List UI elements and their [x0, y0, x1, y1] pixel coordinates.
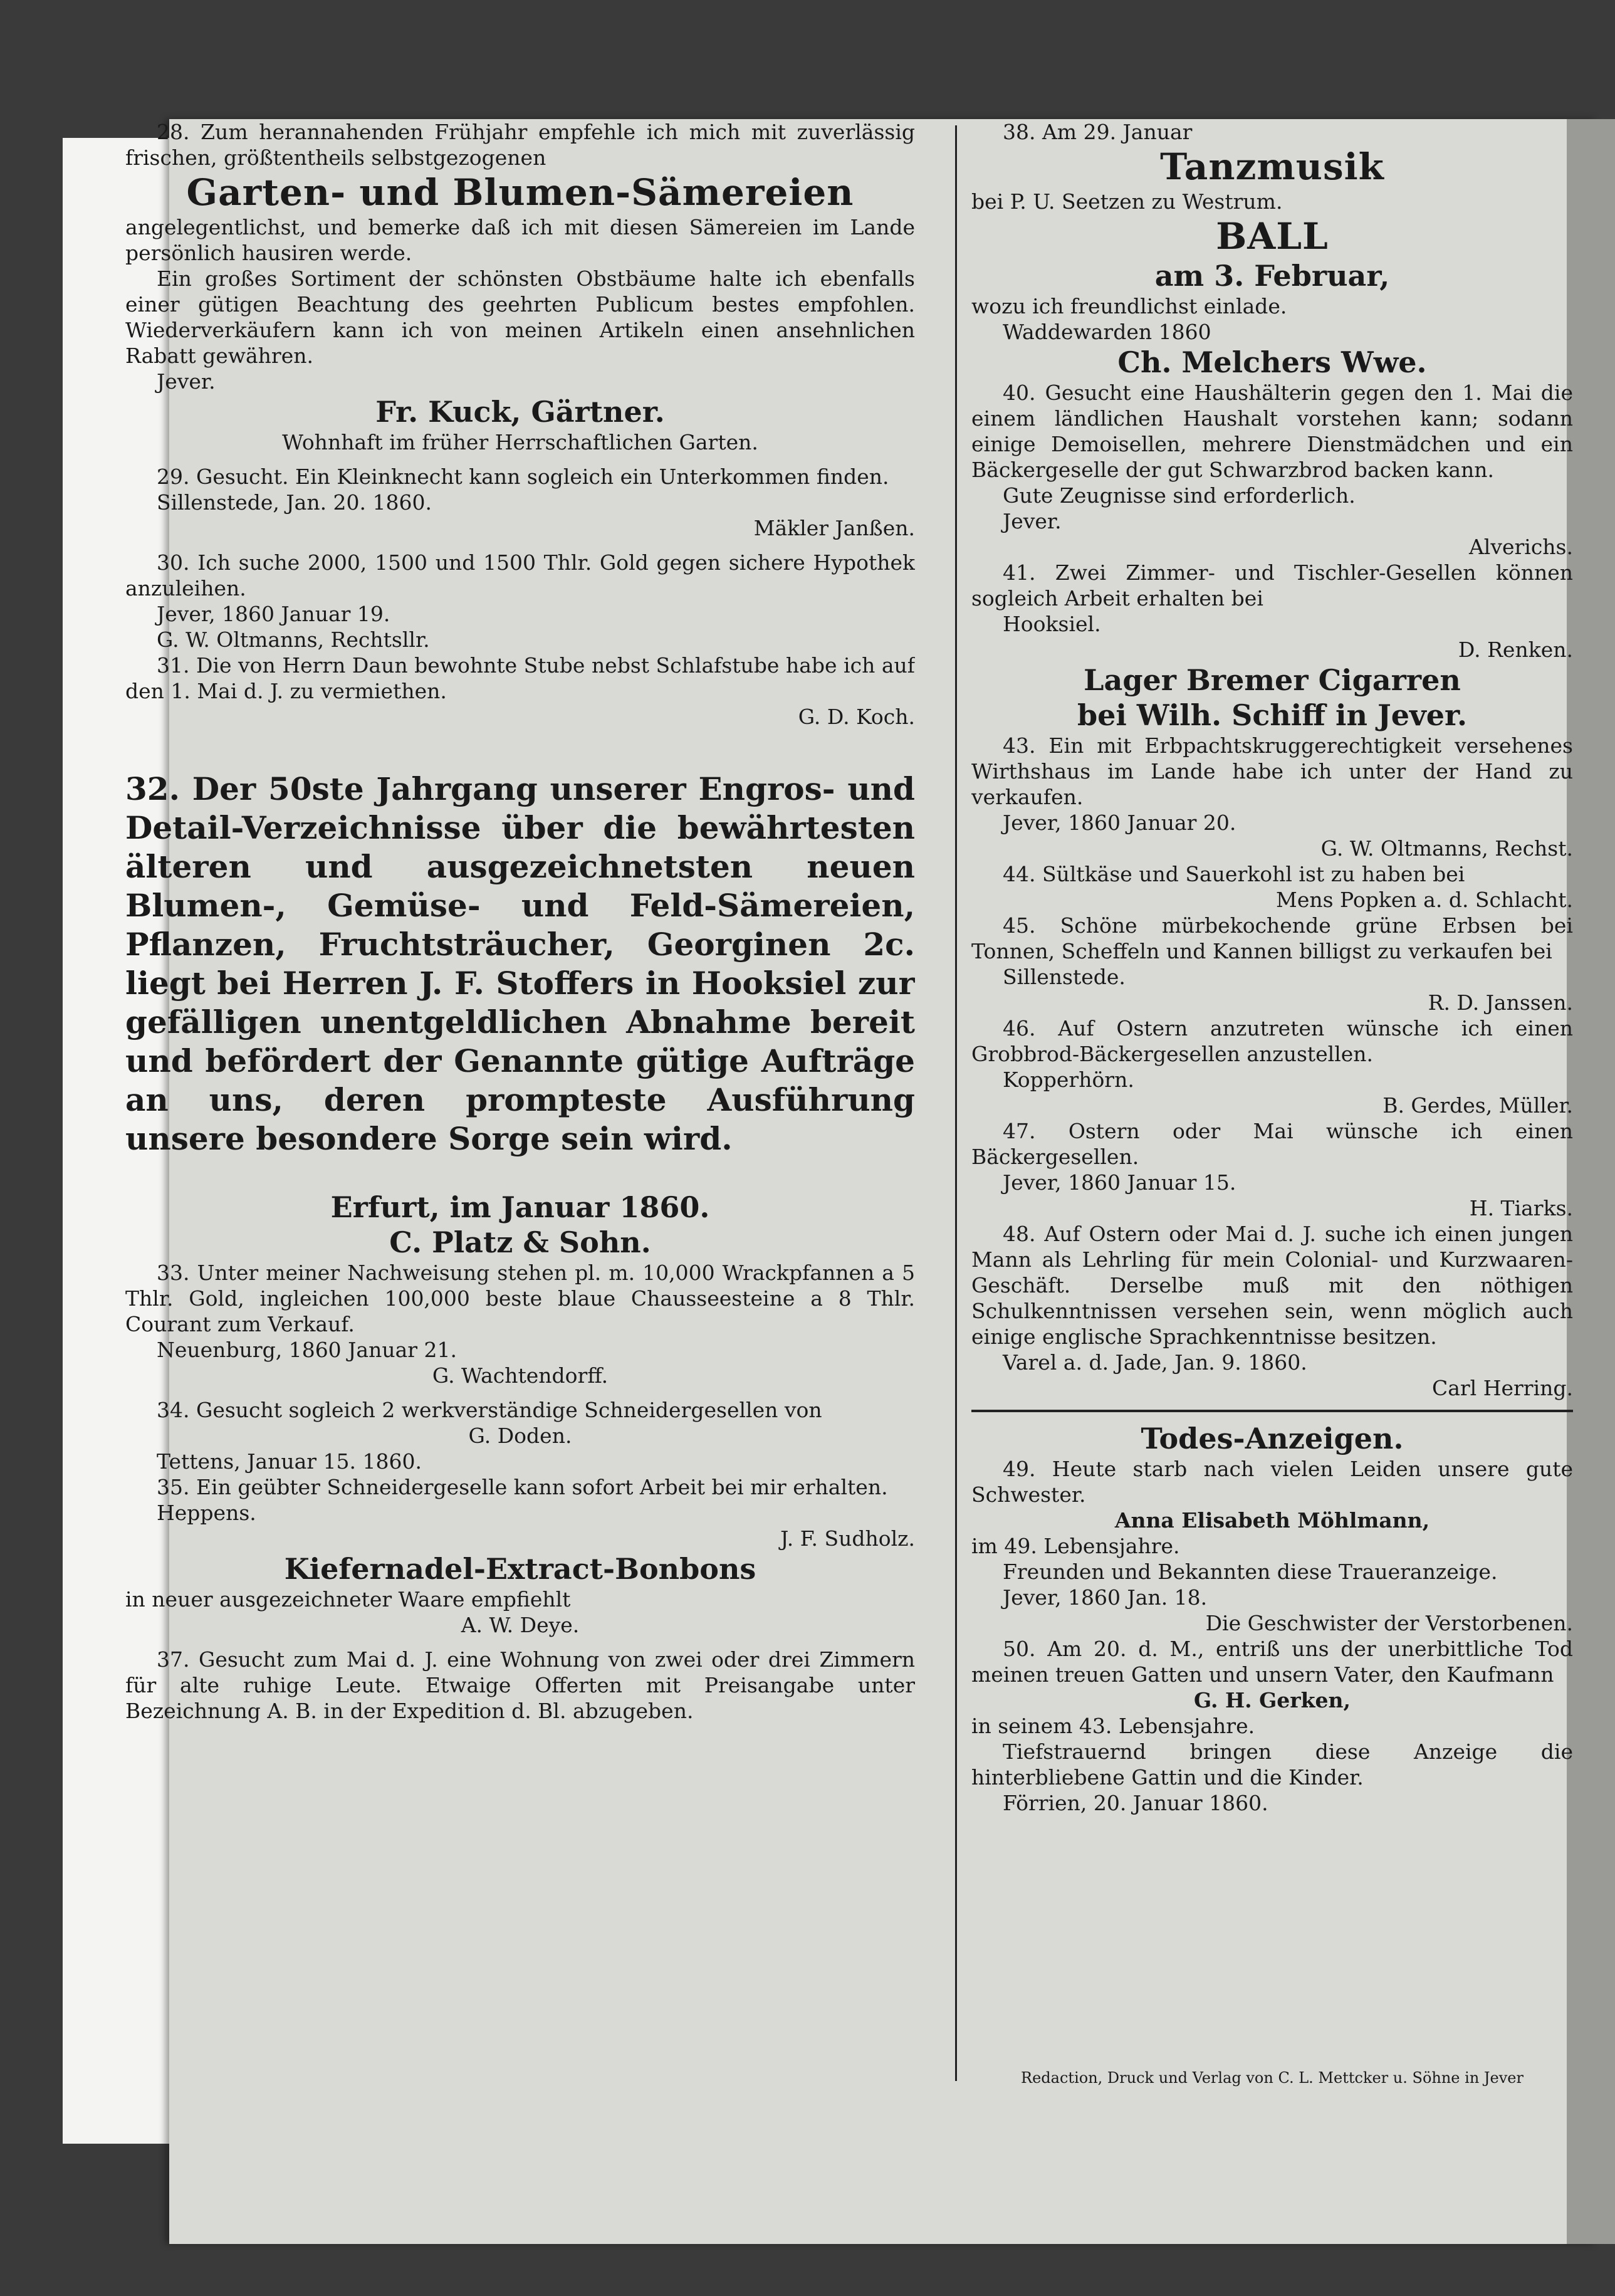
ad-32-date: Erfurt, im Januar 1860. [330, 1190, 710, 1224]
ad-30-text: 30. Ich suche 2000, 1500 und 1500 Thlr. Gold gegen sichere Hypothek anzuleihen. [125, 550, 915, 600]
ad-28-intro: 28. Zum herannahenden Frühjahr empfehle ich mich mit zuverlässig frischen, größtentheils selbstgezogenen [125, 120, 915, 170]
ad-38-host: bei P. U. Seetzen zu Westrum. [971, 189, 1283, 214]
ad-49-text: 49. Heute starb nach vielen Leiden unsere gute Schwester. [971, 1457, 1573, 1507]
ad-31-text: 31. Die von Herrn Daun bewohnte Stube nebst Schlafstube habe ich auf den 1. Mai d. J. zu vermiethen. [125, 653, 915, 703]
deaths-heading: Todes-Anzeigen. [1141, 1422, 1404, 1455]
ad-36-signature: A. W. Deye. [461, 1613, 580, 1637]
ad-48-signature: Carl Herring. [1431, 1376, 1573, 1400]
column-divider [955, 125, 957, 2081]
ad-35-place: Heppens. [157, 1501, 256, 1525]
ad-38-ball-date: am 3. Februar, [1154, 259, 1390, 293]
ad-28-address: Wohnhaft im früher Herrschaftlichen Garten. [282, 430, 758, 454]
ad-28-place: Jever. [157, 369, 216, 394]
ad-50-notice: Tiefstrauernd bringen diese Anzeige die hinterbliebene Gattin und die Kinder. [971, 1739, 1573, 1790]
ad-32-text: 32. Der 50ste Jahrgang unserer Engros- und Detail-Verzeichnisse über die bewährtesten älteren und ausgezeichnetsten neuen Blumen-, Gemüse- und Feld-Sämereien, Pflanzen, Fruchtsträucher, Georginen 2c. liegt bei Herren J. F. Stoffers in Hooksiel zur gefälligen unentgeldlichen Abnahme bereit und befördert der Genannte gütige Aufträge an uns, deren prompteste Ausführung unsere besondere Sorge sein wird. [125, 770, 915, 1157]
ad-34-text: 34. Gesucht sogleich 2 werkverständige Schneidergesellen von [157, 1398, 822, 1422]
ad-35-signature: J. F. Sudholz. [780, 1526, 915, 1551]
ad-28-text-2: Ein großes Sortiment der schönsten Obstbäume halte ich ebenfalls einer gütigen Beachtung des geehrten Publicum bestes empfohlen. Wiederverkäufern kann ich von meinen Artikeln einen ansehnlichen Rabatt gewähren. [125, 266, 915, 368]
ad-44-text: 44. Sültkäse und Sauerkohl ist zu haben bei [1003, 862, 1465, 886]
ad-33-signature: G. Wachtendorff. [432, 1363, 609, 1388]
ad-40-signature: Alverichs. [1468, 535, 1573, 559]
ad-42-sub: bei Wilh. Schiff in Jever. [1077, 698, 1468, 732]
ad-43-text: 43. Ein mit Erbpachtskruggerechtigkeit versehenes Wirthshaus im Lande habe ich unter der Hand zu verkaufen. [971, 733, 1573, 809]
ad-34-signature: G. Doden. [468, 1423, 572, 1448]
ad-42-heading: Lager Bremer Cigarren [1084, 663, 1461, 697]
ad-40-text: 40. Gesucht eine Haushälterin gegen den 1. Mai die einem ländlichen Haushalt vorstehen kann; sodann einige Demoisellen, mehrere Dienstmädchen und ein Bäckergeselle der gut Schwarzbrod backen kann. [971, 380, 1573, 482]
imprint: Redaction, Druck und Verlag von C. L. Mettcker u. Söhne in Jever [1021, 2069, 1524, 2087]
ad-49-notice: Freunden und Bekannten diese Traueranzeige. [1003, 1559, 1498, 1584]
ad-45-text: 45. Schöne mürbekochende grüne Erbsen bei Tonnen, Scheffeln und Kannen billigst zu verkaufen bei [971, 913, 1573, 963]
ad-30-date: Jever, 1860 Januar 19. [157, 602, 390, 626]
ad-38-intro: 38. Am 29. Januar [1003, 120, 1193, 144]
ad-38-heading: Tanzmusik [1160, 145, 1384, 188]
ad-47-signature: H. Tiarks. [1469, 1196, 1573, 1220]
ad-43-signature: G. W. Oltmanns, Rechst. [1320, 836, 1573, 861]
ad-41-text: 41. Zwei Zimmer- und Tischler-Gesellen können sogleich Arbeit erhalten bei [971, 560, 1573, 611]
ad-46-signature: B. Gerdes, Müller. [1382, 1093, 1573, 1118]
ad-50-text: 50. Am 20. d. M., entriß uns der unerbittliche Tod meinen treuen Gatten und unsern Vater, den Kaufmann [971, 1637, 1573, 1687]
ad-37-text: 37. Gesucht zum Mai d. J. eine Wohnung von zwei oder drei Zimmern für alte ruhige Leute. Etwaige Offerten mit Preisangabe unter Bezeichnung A. B. in der Expedition d. Bl. abzugeben. [125, 1647, 915, 1723]
ad-33-date: Neuenburg, 1860 Januar 21. [157, 1338, 457, 1362]
ad-40-note: Gute Zeugnisse sind erforderlich. [1003, 483, 1356, 508]
right-column [971, 119, 1573, 2081]
ad-30-signature: G. W. Oltmanns, Rechtsllr. [157, 627, 430, 652]
ad-47-date: Jever, 1860 Januar 15. [1003, 1170, 1236, 1195]
ad-28-heading: Garten- und Blumen-Sämereien [186, 171, 854, 214]
ad-46-text: 46. Auf Ostern anzutreten wünsche ich einen Grobbrod-Bäckergesellen anzustellen. [971, 1016, 1573, 1066]
ad-48-date: Varel a. d. Jade, Jan. 9. 1860. [1003, 1350, 1307, 1375]
ad-50-name: G. H. Gerken, [1193, 1688, 1351, 1712]
ad-28-signature: Fr. Kuck, Gärtner. [375, 395, 665, 429]
ad-28-text: angelegentlichst, und bemerke daß ich mit diesen Sämereien im Lande persönlich hausiren werde. [125, 215, 915, 265]
ad-32-signature: C. Platz & Sohn. [389, 1225, 651, 1259]
ad-49-date: Jever, 1860 Jan. 18. [1003, 1585, 1208, 1610]
ad-38-signature: Ch. Melchers Wwe. [1117, 345, 1427, 379]
ad-50-age: in seinem 43. Lebensjahre. [971, 1714, 1255, 1738]
section-rule [971, 1410, 1573, 1412]
ad-43-date: Jever, 1860 Januar 20. [1003, 810, 1236, 835]
ad-40-place: Jever. [1003, 509, 1062, 533]
ad-49-name: Anna Elisabeth Möhlmann, [1114, 1508, 1430, 1533]
ad-38-date: Waddewarden 1860 [1003, 320, 1211, 344]
ad-38-ball: BALL [1216, 215, 1329, 258]
ad-49-signature: Die Geschwister der Verstorbenen. [1205, 1611, 1573, 1635]
ad-48-text: 48. Auf Ostern oder Mai d. J. suche ich einen jungen Mann als Lehrling für mein Colonial- und Kurzwaaren-Geschäft. Derselbe muß mit den nöthigen Schulkenntnissen versehen sein, wenn möglich auch einige englische Sprachkenntnisse besitzen. [971, 1222, 1573, 1349]
ad-38-invite: wozu ich freundlichst einlade. [971, 294, 1287, 318]
ad-29-signature: Mäkler Janßen. [753, 516, 915, 540]
left-column [125, 119, 915, 2081]
ad-41-place: Hooksiel. [1003, 612, 1101, 636]
ad-34-date: Tettens, Januar 15. 1860. [157, 1449, 422, 1474]
ad-33-text: 33. Unter meiner Nachweisung stehen pl. m. 10,000 Wrackpfannen a 5 Thlr. Gold, ingleichen 100,000 beste blaue Chausseesteine a 8 Thlr. Courant zum Verkauf. [125, 1261, 915, 1336]
ad-44-signature: Mens Popken a. d. Schlacht. [1276, 888, 1573, 912]
ad-31-signature: G. D. Koch. [798, 705, 915, 729]
ad-35-text: 35. Ein geübter Schneidergeselle kann sofort Arbeit bei mir erhalten. [157, 1475, 888, 1499]
ad-29-date: Sillenstede, Jan. 20. 1860. [157, 490, 432, 515]
page-edge [1567, 119, 1615, 2244]
ad-45-signature: R. D. Janssen. [1428, 990, 1573, 1015]
ad-41-signature: D. Renken. [1458, 637, 1573, 662]
ad-50-date: Förrien, 20. Januar 1860. [1003, 1791, 1268, 1815]
ad-36-heading: Kiefernadel-Extract-Bonbons [284, 1552, 756, 1586]
ad-46-place: Kopperhörn. [1003, 1067, 1134, 1092]
ad-49-age: im 49. Lebensjahre. [971, 1534, 1180, 1558]
ad-29-text: 29. Gesucht. Ein Kleinknecht kann sogleich ein Unterkommen finden. [157, 464, 889, 489]
ad-47-text: 47. Ostern oder Mai wünsche ich einen Bäckergesellen. [971, 1119, 1573, 1169]
ad-36-text: in neuer ausgezeichneter Waare empfiehlt [125, 1587, 571, 1612]
ad-45-place: Sillenstede. [1003, 965, 1126, 989]
